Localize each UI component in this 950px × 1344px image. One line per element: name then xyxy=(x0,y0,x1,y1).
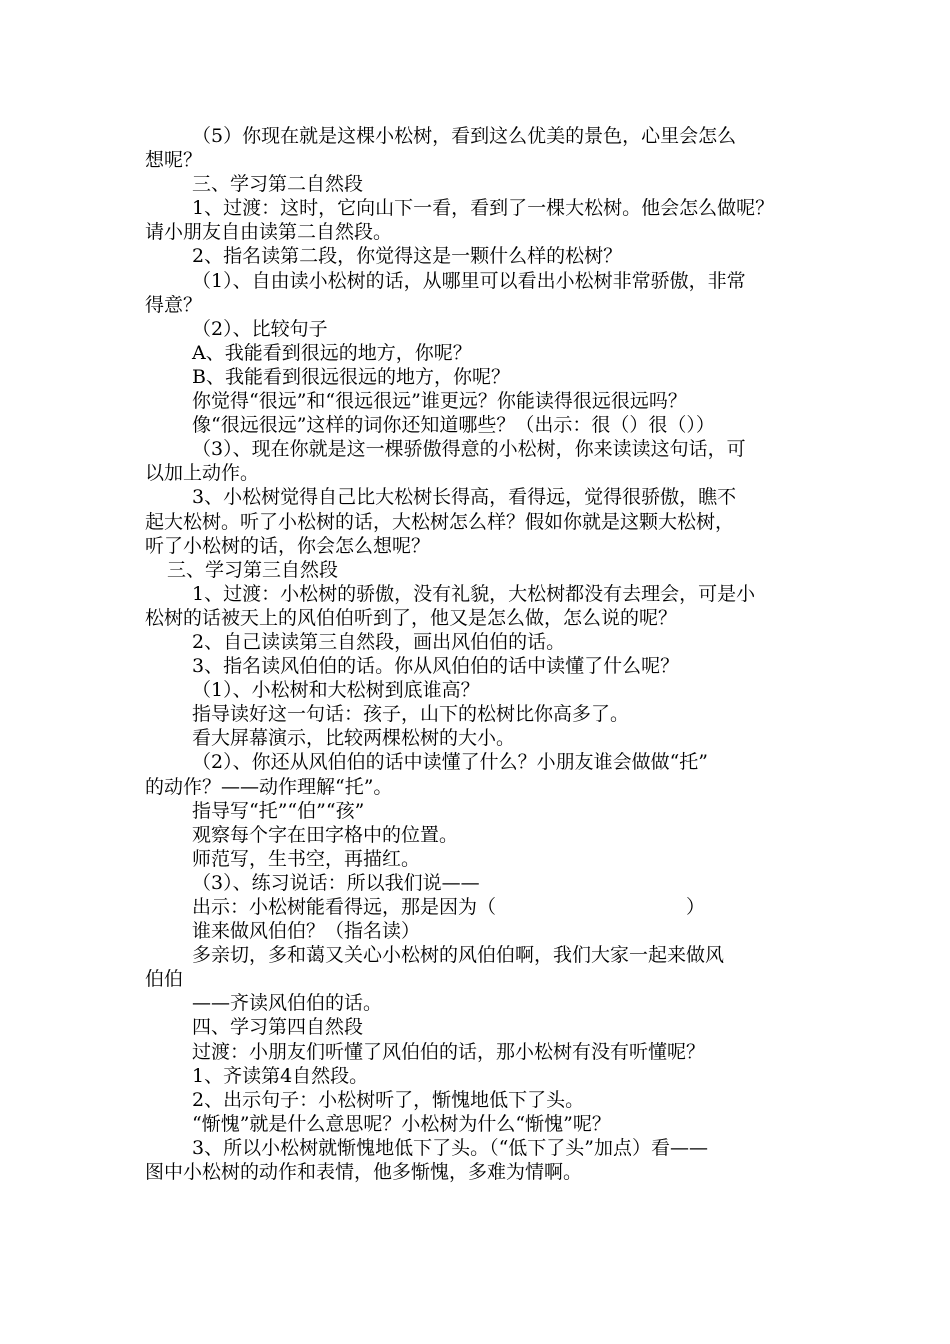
section-heading: 四、学习第四自然段 xyxy=(192,1016,364,1039)
text-line: （1）、自由读小松树的话，从哪里可以看出小松树非常骄傲，非常 xyxy=(192,269,746,292)
text-line: B、我能看到很远很远的地方，你呢？ xyxy=(192,365,510,388)
text-line: 的动作？——动作理解“托”。 xyxy=(145,775,393,798)
text-line: （3）、现在你就是这一棵骄傲得意的小松树，你来读读这句话，可 xyxy=(192,438,746,461)
text-line: 你觉得“很远”和“很远很远”谁更远？你能读得很远很远吗？ xyxy=(192,390,687,413)
text-line: 多亲切，多和蔼又关心小松树的风伯伯啊，我们大家一起来做风 xyxy=(192,944,725,967)
text-line: 指导读好这一句话：孩子，山下的松树比你高多了。 xyxy=(192,703,630,726)
text-line: 2、指名读第二段，你觉得这是一颗什么样的松树？ xyxy=(192,245,623,268)
text-line: 师范写，生书空，再描红。 xyxy=(192,847,421,870)
text-line: 出示：小松树能看得远，那是因为（ ） xyxy=(192,896,706,918)
section-heading: 三、学习第三自然段 xyxy=(167,558,339,581)
text-line: ——齐读风伯伯的话。 xyxy=(192,992,383,1015)
text-line: 谁来做风伯伯？（指名读） xyxy=(192,920,421,943)
text-line: 起大松树。听了小松树的话，大松树怎么样？假如你就是这颗大松树， xyxy=(145,510,735,533)
text-line: （3）、练习说话：所以我们说—— xyxy=(192,871,480,894)
text-line: 1、过渡：小松树的骄傲，没有礼貌，大松树都没有去理会，可是小 xyxy=(192,582,756,605)
text-line: 过渡：小朋友们听懂了风伯伯的话，那小松树有没有听懂呢？ xyxy=(192,1040,706,1063)
text-line: 看大屏幕演示，比较两棵松树的大小。 xyxy=(192,727,516,750)
section-heading: 三、学习第二自然段 xyxy=(192,173,364,196)
text-line: 请小朋友自由读第二自然段。 xyxy=(145,221,393,244)
text-line: 3、指名读风伯伯的话。你从风伯伯的话中读懂了什么呢？ xyxy=(192,655,680,678)
text-line: 3、所以小松树就惭愧地低下了头。（“低下了头”加点）看—— xyxy=(192,1136,709,1159)
text-line: 想呢？ xyxy=(145,149,203,172)
text-line: （5）你现在就是这棵小松树，看到这么优美的景色，心里会怎么 xyxy=(192,125,737,147)
text-line: 1、过渡：这时，它向山下一看，看到了一棵大松树。他会怎么做呢？ xyxy=(192,197,775,220)
text-line: 1、齐读第4自然段。 xyxy=(192,1064,369,1087)
text-line: 2、自己读读第三自然段，画出风伯伯的话。 xyxy=(192,630,566,653)
text-line: 3、小松树觉得自己比大松树长得高，看得远，觉得很骄傲，瞧不 xyxy=(192,486,737,509)
text-line: 松树的话被天上的风伯伯听到了，他又是怎么做，怎么说的呢？ xyxy=(145,606,678,629)
text-line: 听了小松树的话，你会怎么想呢？ xyxy=(145,534,431,557)
text-line: 以加上动作。 xyxy=(145,462,260,485)
text-line: 2、出示句子：小松树听了，惭愧地低下了头。 xyxy=(192,1088,585,1111)
document-page xyxy=(145,124,825,1184)
text-line: “惭愧”就是什么意思呢？小松树为什么“惭愧”呢？ xyxy=(192,1112,611,1135)
text-line: （2）、比较句子 xyxy=(192,317,328,340)
text-line: （2）、你还从风伯伯的话中读懂了什么？小朋友谁会做做“托” xyxy=(192,751,709,774)
text-line: 指导写“托”“伯”“孩” xyxy=(192,799,365,822)
text-line: 得意？ xyxy=(145,293,203,316)
text-line: （1）、小松树和大松树到底谁高？ xyxy=(192,679,480,702)
text-line: A、我能看到很远的地方，你呢？ xyxy=(192,341,472,364)
text-line: 图中小松树的动作和表情，他多惭愧，多难为情啊。 xyxy=(145,1161,583,1184)
text-line: 观察每个字在田字格中的位置。 xyxy=(192,823,459,846)
text-line: 伯伯 xyxy=(145,968,184,991)
text-line: 像“很远很远”这样的词你还知道哪些？（出示：很（）很（）） xyxy=(192,414,715,437)
